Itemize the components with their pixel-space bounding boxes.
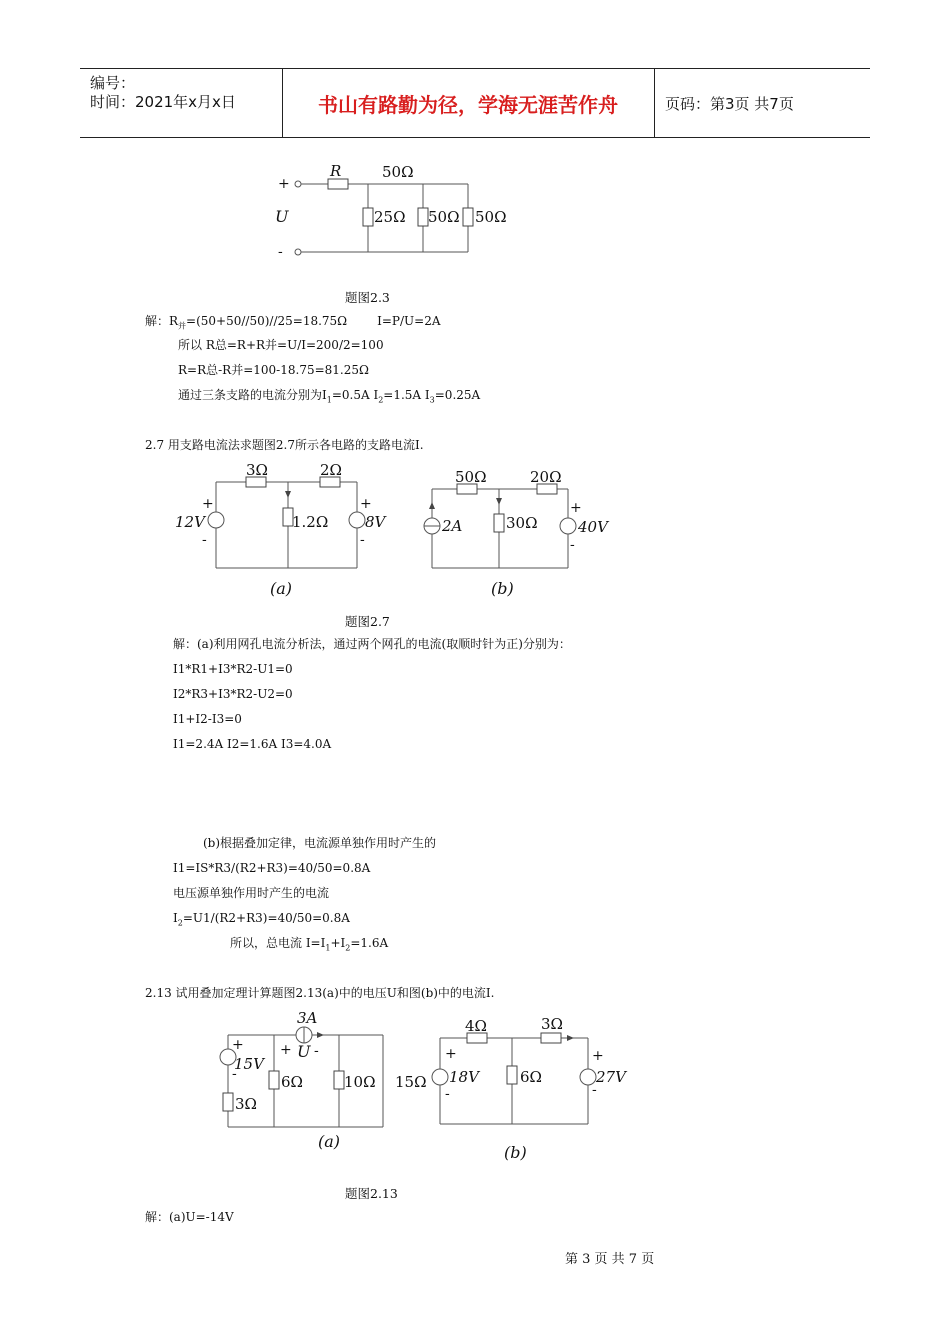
fig213a-label: (a) (318, 1132, 341, 1151)
q213-title: 2.13 试用叠加定理计算题图2.13(a)中的电压U和图(b)中的电流I. (145, 986, 495, 1000)
sol27-eq3: I1+I2-I3=0 (173, 712, 242, 726)
fig213b-plus-right: + (592, 1048, 604, 1064)
doc-number-label: 编号： (90, 74, 136, 92)
fig213b-minus-right: - (592, 1082, 597, 1098)
fig213a-plus-u: + (280, 1042, 292, 1058)
fig27a-r1-label: 3Ω (246, 461, 268, 479)
fig23-r-top-label: 50Ω (382, 163, 414, 181)
fig27b-v1-label: 40V (578, 518, 608, 536)
fig23-r-label: R (330, 162, 342, 180)
sol27-b-eq1: I1=IS*R3/(R2+R3)=40/50=0.8A (173, 861, 371, 875)
sol23-line4: 通过三条支路的电流分别为$I_1=0.5A$ $I_2=1.5A$ $I_3=0.25A$ (178, 388, 481, 405)
fig213b-plus-left: + (445, 1046, 457, 1062)
header-page-label: 页码：第3页 共7页 (665, 94, 794, 113)
fig213b-r3-label: 6Ω (520, 1068, 542, 1086)
fig213a-u-label: U (297, 1042, 311, 1061)
fig23-caption: 题图2.3 (345, 290, 390, 305)
fig27a-minus-left: - (202, 532, 207, 548)
fig23-u-label: U (275, 207, 289, 226)
fig27-caption: 题图2.7 (345, 614, 390, 629)
fig27b-minus: - (570, 537, 575, 553)
fig213b-v2-label: 27V (596, 1068, 626, 1086)
sol27-b-eq2: $I_2=U1/(R2+R3)=40/50=0.8A$ (173, 911, 350, 928)
fig27b-r2-label: 20Ω (530, 468, 562, 486)
fig27b-r1-label: 50Ω (455, 468, 487, 486)
fig213a-minus-v1: - (232, 1066, 237, 1082)
fig23-r3-label: 50Ω (475, 208, 507, 226)
sol27-intro: 解：(a)利用网孔电流分析法，通过两个网孔的电流(取顺时针为正)分别为： (173, 637, 571, 651)
sol27-b-text: 电压源单独作用时产生的电流 (173, 886, 330, 900)
fig23-minus-label: - (278, 244, 283, 260)
fig213b-label: (b) (504, 1143, 527, 1162)
fig27a-r2-label: 2Ω (320, 461, 342, 479)
fig27b-label: (b) (491, 579, 514, 598)
sol27-eq4: I1=2.4A I2=1.6A I3=4.0A (173, 737, 332, 751)
sol27-eq2: I2*R3+I3*R2-U2=0 (173, 687, 293, 701)
fig27b-plus: + (570, 500, 582, 516)
fig213b-r1-label: 4Ω (465, 1017, 487, 1035)
sol23-line3: R=R总-R并=100-18.75=81.25Ω (178, 363, 369, 377)
fig213a-r4-label: 3Ω (235, 1095, 257, 1113)
sol23-line1: 解：$R_并=(50+50//50)//25=18.75\Omega$ I=P/U=2A (145, 314, 441, 331)
sol27-b-intro: (b)根据叠加定律，电流源单独作用时产生的 (203, 836, 437, 850)
sol27-b-total: 所以，总电流 $I=I_1+I_2=1.6A$ (230, 936, 389, 953)
fig27a-r3-label: 1.2Ω (292, 513, 329, 531)
fig27a-plus-right: + (360, 496, 372, 512)
fig27b-i1-label: 2A (442, 517, 463, 535)
page-header (80, 68, 870, 138)
fig23-r1-label: 25Ω (374, 208, 406, 226)
fig27a-v1-label: 12V (175, 513, 205, 531)
fig23-r2-label: 50Ω (428, 208, 460, 226)
fig213b-r2-label: 3Ω (541, 1015, 563, 1033)
sol23-line2: 所以 R总=R+R并=U/I=200/2=100 (178, 338, 384, 352)
fig27a-minus-right: - (360, 532, 365, 548)
fig213a-r2-label: 10Ω (344, 1073, 376, 1091)
fig213-caption: 题图2.13 (345, 1186, 398, 1201)
fig27a-v2-label: 8V (365, 513, 386, 531)
fig23-plus-label: + (278, 176, 290, 192)
circuit-figure-2-13b (425, 1012, 645, 1167)
circuit-figure-2-7a (170, 458, 400, 603)
fig213b-minus-left: - (445, 1086, 450, 1102)
fig213a-minus-u: - (314, 1043, 319, 1059)
header-meta (80, 69, 283, 137)
fig213b-v1-label: 18V (449, 1068, 479, 1086)
fig27a-label: (a) (270, 579, 293, 598)
fig27a-plus-left: + (202, 496, 214, 512)
page-footer: 第 3 页 共 7 页 (565, 1252, 655, 1267)
fig213a-plus-v1: + (232, 1037, 244, 1053)
circuit-figure-2-3 (270, 158, 520, 263)
fig27b-r3-label: 30Ω (506, 514, 538, 532)
fig213a-i1-label: 3A (297, 1009, 318, 1027)
fig213a-r3-label: 15Ω (395, 1073, 427, 1091)
header-motto: 书山有路勤为径，学海无涯苦作舟 (282, 69, 655, 137)
circuit-figure-2-7b (415, 465, 625, 605)
q27-title: 2.7 用支路电流法求题图2.7所示各电路的支路电流I. (145, 438, 424, 452)
doc-date-label: 时间：2021年x月x日 (90, 93, 236, 111)
sol27-eq1: I1*R1+I3*R2-U1=0 (173, 662, 293, 676)
sol213-line1: 解：(a)U=-14V (145, 1210, 234, 1224)
fig213a-r1-label: 6Ω (281, 1073, 303, 1091)
fig213a-v1-label: 15V (234, 1055, 264, 1073)
circuit-figure-2-13a (210, 1005, 435, 1160)
